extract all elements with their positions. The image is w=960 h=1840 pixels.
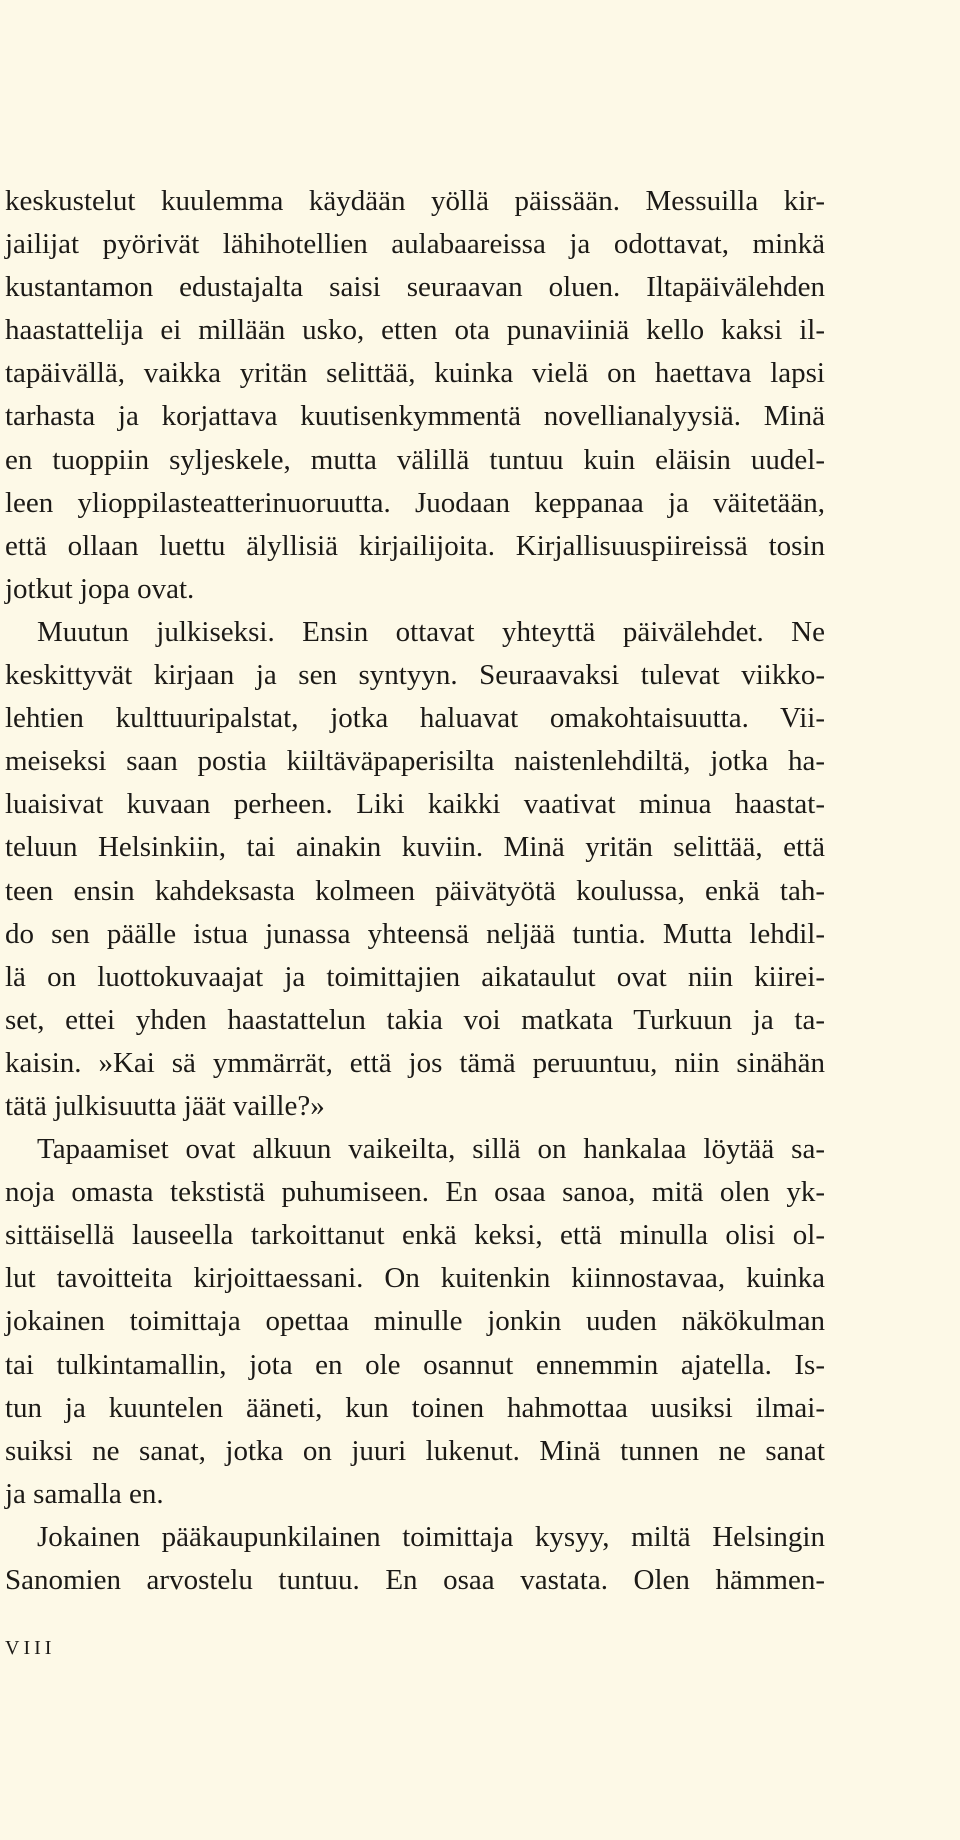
paragraph <box>5 1516 825 1602</box>
text-line: että ollaan luettu älyllisiä kirjailijoita. Kirjallisuuspiireissä tosin <box>5 529 825 562</box>
text-line: jailijat pyörivät lähihotellien aulabaareissa ja odottavat, minkä <box>5 228 825 261</box>
text-line: Jokainen pääkaupunkilainen toimittaja kysyy, miltä Helsingin <box>37 1520 825 1553</box>
text-line: lä on luottokuvaajat ja toimittajien aikataulut ovat niin kiirei- <box>5 960 825 993</box>
text-line: Tapaamiset ovat alkuun vaikeilta, sillä on hankalaa löytää sa- <box>37 1133 825 1166</box>
text-line: meiseksi saan postia kiiltäväpaperisilta naistenlehdiltä, jotka ha- <box>5 745 825 778</box>
text-line: tun ja kuuntelen ääneti, kun toinen hahmottaa uusiksi ilmai- <box>5 1391 825 1424</box>
text-line: keskittyvät kirjaan ja sen syntyyn. Seuraavaksi tulevat viikko- <box>5 659 825 692</box>
paragraph <box>5 180 825 611</box>
text-line: ja samalla en. <box>5 1477 164 1510</box>
text-line: jotkut jopa ovat. <box>5 572 195 605</box>
text-line: leen ylioppilasteatterinuoruutta. Juodaan keppanaa ja väitetään, <box>5 486 825 519</box>
text-line: set, ettei yhden haastattelun takia voi matkata Turkuun ja ta- <box>5 1003 825 1036</box>
text-line: teluun Helsinkiin, tai ainakin kuviin. Minä yritän selittää, että <box>5 831 825 864</box>
text-line: kustantamon edustajalta saisi seuraavan oluen. Iltapäivälehden <box>5 271 825 304</box>
text-line: jokainen toimittaja opettaa minulle jonkin uuden näkökulman <box>5 1305 825 1338</box>
paragraph <box>5 1128 825 1516</box>
page-number: VIII <box>5 1637 56 1659</box>
text-line: haastattelija ei millään usko, etten ota punaviiniä kello kaksi il- <box>5 314 825 347</box>
text-line: lehtien kulttuuripalstat, jotka haluavat omakohtaisuutta. Vii- <box>5 702 825 735</box>
text-line: kaisin. »Kai sä ymmärrät, että jos tämä peruuntuu, niin sinähän <box>5 1046 825 1079</box>
text-line: luaisivat kuvaan perheen. Liki kaikki vaativat minua haastat- <box>5 788 825 821</box>
text-line: teen ensin kahdeksasta kolmeen päivätyötä koulussa, enkä tah- <box>5 874 825 907</box>
text-line: keskustelut kuulemma käydään yöllä päissään. Messuilla kir- <box>5 185 825 217</box>
text-line: do sen päälle istua junassa yhteensä neljää tuntia. Mutta lehdil- <box>5 917 825 950</box>
text-line: tarhasta ja korjattava kuutisenkymmentä novellianalyysiä. Minä <box>5 400 825 433</box>
text-line: en tuoppiin syljeskele, mutta välillä tuntuu kuin eläisin uudel- <box>5 443 825 476</box>
text-line: suiksi ne sanat, jotka on juuri lukenut. Minä tunnen ne sanat <box>5 1434 825 1467</box>
text-line: sittäisellä lauseella tarkoittanut enkä keksi, että minulla olisi ol- <box>5 1219 825 1252</box>
text-line: Muutun julkiseksi. Ensin ottavat yhteyttä päivälehdet. Ne <box>37 615 825 648</box>
text-line: tapäivällä, vaikka yritän selittää, kuinka vielä on haettava lapsi <box>5 357 825 390</box>
text-line: noja omasta tekstistä puhumiseen. En osaa sanoa, mitä olen yk- <box>5 1176 825 1209</box>
body-text <box>5 180 825 1602</box>
text-line: Sanomien arvostelu tuntuu. En osaa vastata. Olen hämmen- <box>5 1564 825 1596</box>
text-line: tai tulkintamallin, jota en ole osannut ennemmin ajatella. Is- <box>5 1348 825 1381</box>
text-line: tätä julkisuutta jäät vaille?» <box>5 1089 325 1122</box>
text-line: lut tavoitteita kirjoittaessani. On kuitenkin kiinnostavaa, kuinka <box>5 1262 825 1295</box>
paragraph <box>5 611 825 1128</box>
